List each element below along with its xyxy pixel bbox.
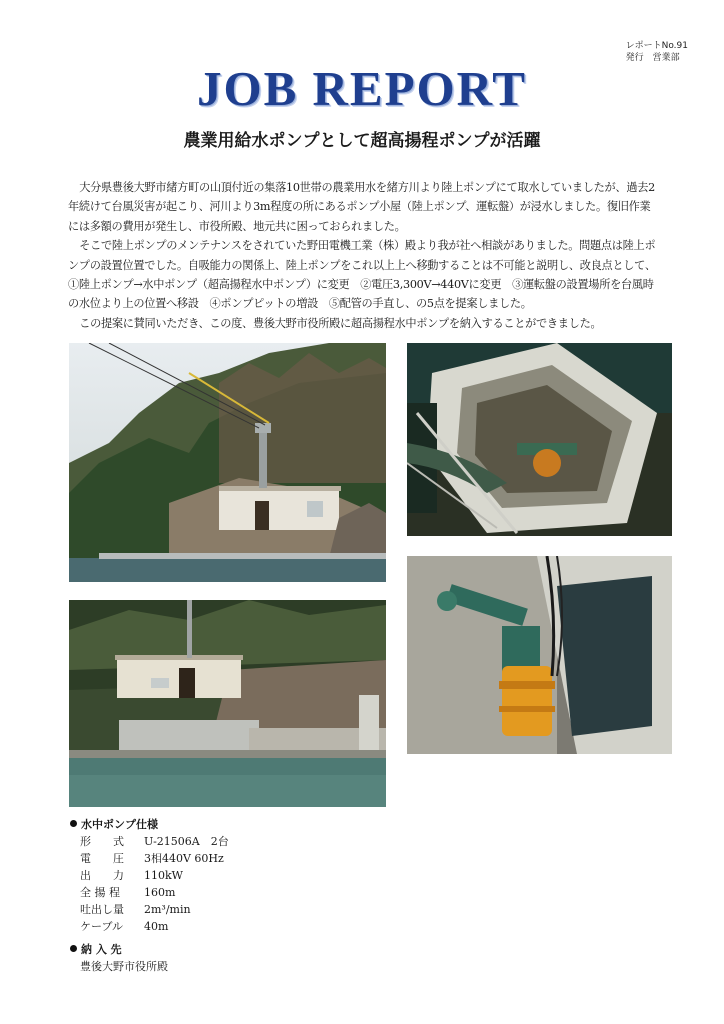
spec-key: 全 揚 程 xyxy=(80,886,120,899)
spec-row xyxy=(70,901,229,918)
spec-row xyxy=(70,850,229,867)
spec-heading: 水中ポンプ仕様 xyxy=(81,818,158,831)
spec-row xyxy=(70,884,229,901)
spec-value: 110kW xyxy=(144,869,183,882)
delivery-value: 豊後大野市役所殿 xyxy=(80,960,168,973)
pump-spec xyxy=(70,816,229,975)
spec-row xyxy=(70,918,229,935)
bullet-icon xyxy=(70,820,77,827)
spec-value: 3相440V 60Hz xyxy=(144,852,224,865)
spec-key: 吐出し量 xyxy=(80,903,124,916)
photo-pump-pit xyxy=(407,343,672,536)
paragraph-3: この提案に賛同いただき、この度、豊後大野市役所殿に超高揚程水中ポンプを納入することができました。 xyxy=(79,316,602,330)
spec-value: 40m xyxy=(144,920,169,933)
delivery-heading: 納 入 先 xyxy=(81,943,122,956)
paragraph-1: 大分県豊後大野市緒方町の山頂付近の集落10世帯の農業用水を緒方川より陸上ポンプにて取水していましたが、過去2年続けて台風災害が起こり、河川より3m程度の所にあるポンプ小屋（陸上ポンプ、運転盤）が浸水しました。復旧作業には多額の費用が発生し、市役所殿、地元共に困っておられました。 xyxy=(68,181,655,233)
spec-value: 2m³/min xyxy=(144,903,191,916)
report-number: レポートNo.91 xyxy=(625,41,688,51)
article-body xyxy=(68,178,660,333)
photo-submersible-pump xyxy=(407,556,672,754)
spec-row xyxy=(70,867,229,884)
spec-heading-line xyxy=(70,816,229,833)
photo-pump-house-waterside xyxy=(69,600,386,807)
delivery-row xyxy=(70,958,229,975)
spec-row xyxy=(70,833,229,850)
spec-key: 形 式 xyxy=(80,835,124,848)
spec-key: ケーブル xyxy=(80,920,124,933)
page-title: JOB REPORT xyxy=(196,61,527,116)
spec-key: 電 圧 xyxy=(80,852,124,865)
photo-pump-house-hillside xyxy=(69,343,386,582)
spec-value: 160m xyxy=(144,886,176,899)
report-issuer: 発行 営業部 xyxy=(625,53,680,63)
page-subtitle: 農業用給水ポンプとして超高揚程ポンプが活躍 xyxy=(183,131,541,151)
spec-key: 出 力 xyxy=(80,869,124,882)
paragraph-2: そこで陸上ポンプのメンテナンスをされていた野田電機工業（株）殿より我が社へ相談がありました。問題点は陸上ポンプの設置位置でした。自吸能力の関係上、陸上ポンプをこれ以上上へ移動することは不可能と説明し、改良点として、①陸上ポンプ→水中ポンプ（超高揚程水中ポンプ）に変更 ②電圧3,300V→440Vに変更 ③運転盤の設置場所を台風時の水位より上の位置へ移設 ④ポンプピットの増設 ⑤配管の手直し、の5点を提案しました。 xyxy=(68,239,656,311)
bullet-icon xyxy=(70,945,77,952)
delivery-heading-line xyxy=(70,941,229,958)
spec-value: U-21506A 2台 xyxy=(144,835,229,848)
